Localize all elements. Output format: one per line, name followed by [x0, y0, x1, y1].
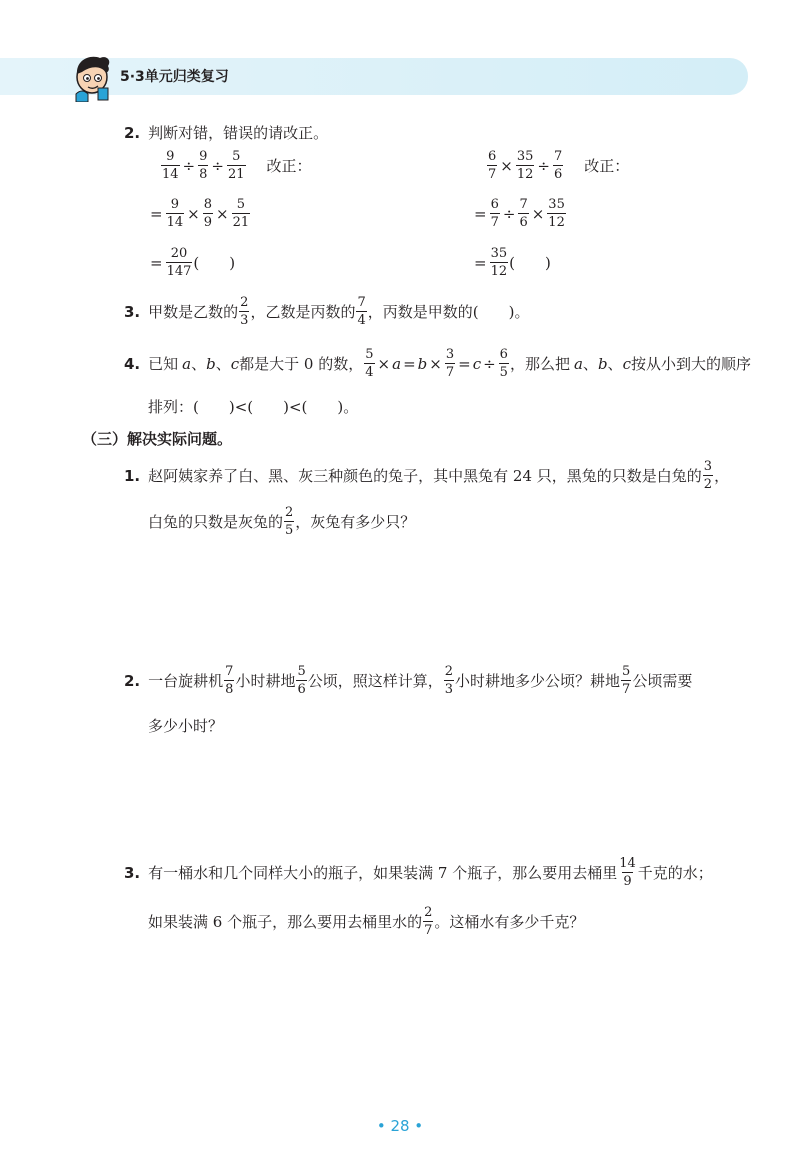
fraction: $\frac{5}{21}$: [227, 149, 245, 182]
fraction: $\frac{2}{5}$: [285, 505, 294, 538]
p2-line1: 2. 一台旋耕机 $\frac{7}{8}$ 小时耕地 $\frac{5}{6}$ 公顷，照这样计算， $\frac{2}{3}$ 小时耕地多少公顷？耕地 $\frac{5}{7}$ 公顷需要: [124, 664, 693, 697]
fraction: $\frac{3}{2}$: [703, 459, 713, 492]
q2-number: 2.: [124, 123, 141, 142]
fraction: $\frac{9}{14}$: [166, 197, 184, 230]
answer-blank[interactable]: ( ): [193, 254, 236, 272]
p2-number: 2.: [124, 671, 141, 690]
fraction: $\frac{35}{12}$: [516, 149, 534, 182]
fraction: $\frac{35}{12}$: [490, 246, 508, 279]
header-title: 5·3单元归类复习: [120, 69, 229, 85]
q2-left-row1: $\frac{9}{14}$ ÷ $\frac{9}{8}$ ÷ $\frac{5}{21}$ 改正：: [162, 149, 312, 182]
q4-number: 4.: [124, 354, 141, 373]
q2-left-row2: = $\frac{9}{14}$ × $\frac{8}{9}$ × $\frac{5}{21}$: [150, 197, 250, 230]
fraction: $\frac{6}{7}$: [490, 197, 499, 230]
section-3-title: （三）解决实际问题。: [82, 430, 233, 448]
q2-right-row2: = $\frac{6}{7}$ ÷ $\frac{7}{6}$ × $\frac{35}{12}$: [474, 197, 565, 230]
q4-order-blanks[interactable]: 排列：( )<( )<( )。: [148, 398, 359, 416]
q3-number: 3.: [124, 302, 141, 321]
p1-line2: 白兔的只数是灰兔的 $\frac{2}{5}$ ，灰兔有多少只？: [148, 505, 416, 538]
p2-line2: 多少小时？: [148, 717, 224, 735]
q4-line1: 4. 已知 a 、 b 、 c 都是大于 0 的数， $\frac{5}{4}$ × a = b × $\frac{3}{7}$ = c ÷ $\frac{6}{5}$ ，那么把 a 、 b 、 c 按从小到大的顺序: [124, 347, 751, 380]
p3-line1: 3. 有一桶水和几个同样大小的瓶子，如果装满 7 个瓶子，那么要用去桶里 $\frac{14}{9}$ 千克的水；: [124, 856, 713, 889]
fraction: $\frac{6}{5}$: [499, 347, 508, 380]
mascot-icon: [68, 50, 120, 102]
fraction: $\frac{2}{3}$: [444, 664, 454, 697]
correct-label: 改正：: [584, 157, 630, 175]
p3-number: 3.: [124, 863, 141, 882]
answer-blank[interactable]: ( ): [509, 254, 551, 272]
page-number: • 28 •: [376, 1117, 424, 1135]
fraction: $\frac{2}{7}$: [424, 905, 433, 938]
fraction: $\frac{6}{7}$: [488, 149, 497, 182]
q2-right-row1: $\frac{6}{7}$ × $\frac{35}{12}$ ÷ $\frac{7}{6}$ 改正：: [488, 149, 630, 182]
fraction: $\frac{14}{9}$: [619, 856, 636, 889]
p3-line2: 如果装满 6 个瓶子，那么要用去桶里水的 $\frac{2}{7}$ 。这桶水有多少千克？: [148, 905, 585, 938]
fraction: $\frac{35}{12}$: [548, 197, 565, 230]
fraction: $\frac{7}{6}$: [553, 149, 563, 182]
fraction: $\frac{9}{8}$: [199, 149, 208, 182]
fraction: $\frac{2}{3}$: [240, 295, 249, 328]
q2-text: 判断对错，错误的请改正。: [148, 124, 329, 142]
q3: 3. 甲数是乙数的 $\frac{2}{3}$ ，乙数是丙数的 $\frac{7}{4}$ ，丙数是甲数的( )。: [124, 295, 530, 328]
p1-line1: 1. 赵阿姨家养了白、黑、灰三种颜色的兔子，其中黑兔有 24 只，黑兔的只数是白兔的 $\frac{3}{2}$ ，: [124, 459, 730, 492]
p1-number: 1.: [124, 466, 141, 485]
fraction: $\frac{3}{7}$: [445, 347, 455, 380]
fraction: $\frac{5}{4}$: [365, 347, 374, 380]
q2-right-row3: = $\frac{35}{12}$ ( ): [474, 246, 551, 279]
fraction: $\frac{5}{6}$: [297, 664, 306, 697]
fraction: $\frac{7}{4}$: [357, 295, 366, 328]
q2-left-row3: = $\frac{20}{147}$ ( ): [150, 246, 236, 279]
fraction: $\frac{7}{6}$: [519, 197, 528, 230]
correct-label: 改正：: [266, 157, 312, 175]
fraction: $\frac{20}{147}$: [166, 246, 192, 279]
q3-answer-blank[interactable]: ，丙数是甲数的( )。: [367, 303, 530, 321]
fraction: $\frac{8}{9}$: [203, 197, 212, 230]
q2-prompt: [124, 122, 328, 143]
q4-line2[interactable]: [148, 396, 358, 417]
fraction: $\frac{5}{21}$: [232, 197, 250, 230]
fraction: $\frac{5}{7}$: [622, 664, 631, 697]
fraction: $\frac{7}{8}$: [225, 664, 234, 697]
fraction: $\frac{9}{14}$: [162, 149, 179, 182]
